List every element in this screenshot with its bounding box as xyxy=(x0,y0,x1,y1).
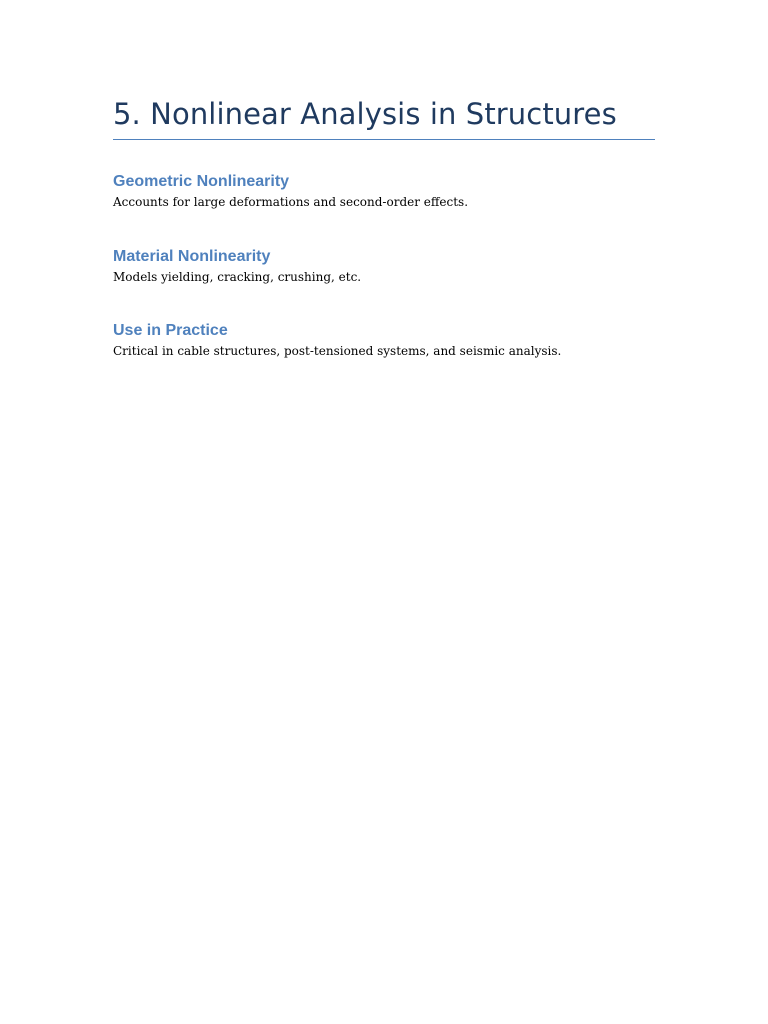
section-heading: Use in Practice xyxy=(113,322,228,339)
document-content xyxy=(113,93,655,359)
section-geometric-nonlinearity xyxy=(113,171,655,210)
section-body: Critical in cable structures, post-tensioned systems, and seismic analysis. xyxy=(113,344,562,358)
title-underline xyxy=(113,139,655,140)
section-material-nonlinearity xyxy=(113,246,655,285)
section-body: Accounts for large deformations and second-order effects. xyxy=(113,195,469,209)
section-body: Models yielding, cracking, crushing, etc. xyxy=(113,270,362,284)
page-title: 5. Nonlinear Analysis in Structures xyxy=(113,97,617,131)
section-use-in-practice xyxy=(113,320,655,359)
section-heading: Geometric Nonlinearity xyxy=(113,173,290,190)
section-heading: Material Nonlinearity xyxy=(113,248,271,265)
